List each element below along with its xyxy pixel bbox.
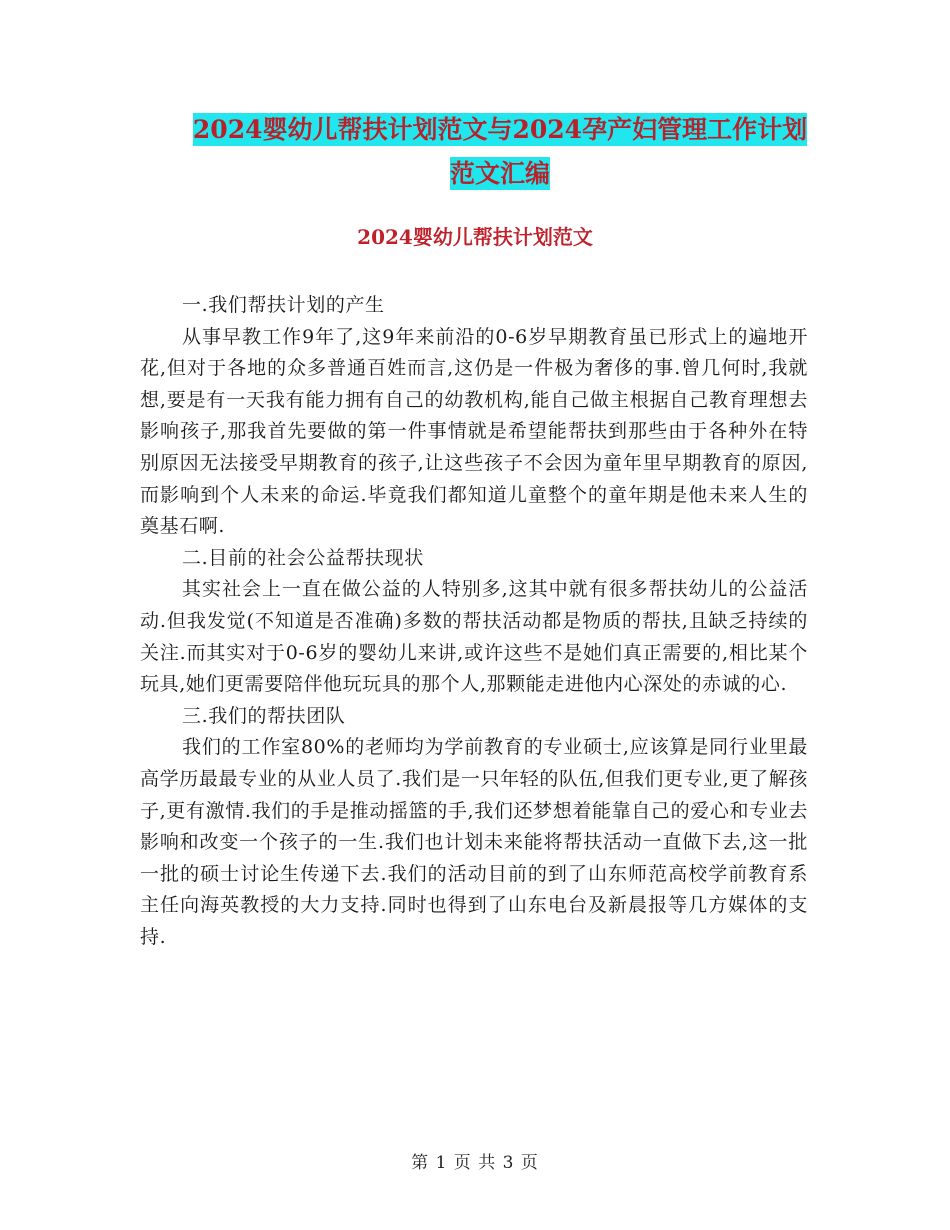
heading-1: 一.我们帮扶计划的产生 <box>182 294 385 316</box>
heading-3: 三.我们的帮扶团队 <box>182 704 346 727</box>
title-line-2: 范文汇编 <box>449 159 550 188</box>
document-title <box>140 108 860 196</box>
heading-2: 二.目前的社会公益帮扶现状 <box>182 546 424 569</box>
document-body <box>140 290 808 953</box>
title-line-1: 2024婴幼儿帮扶计划范文与2024孕产妇管理工作计划 <box>192 115 808 144</box>
page-footer: 第 1 页 共 3 页 <box>411 1153 539 1173</box>
paragraph-2: 其实社会上一直在做公益的人特别多,这其中就有很多帮扶幼儿的公益活动.但我发觉(不知道是否准确)多数的帮扶活动都是物质的帮扶,且缺乏持续的关注.而其实对于0-6岁的婴幼儿来讲,或许这些不是她们真正需要的,相比某个玩具,她们更需要陪伴他玩玩具的那个人,那颗能走进他内心深处的赤诚的心. <box>140 578 808 696</box>
paragraph-1: 从事早教工作9年了,这9年来前沿的0-6岁早期教育虽已形式上的遍地开花,但对于各地的众多普通百姓而言,这仍是一件极为奢侈的事.曾几何时,我就想,要是有一天我有能力拥有自己的幼教机构,能自己做主根据自己教育理想去影响孩子,那我首先要做的第一件事情就是希望能帮扶到那些由于各种外在特别原因无法接受早期教育的孩子,让这些孩子不会因为童年里早期教育的原因,而影响到个人未来的命运.毕竟我们都知道儿童整个的童年期是他未来人生的奠基石啊. <box>140 325 808 538</box>
section-title: 2024婴幼儿帮扶计划范文 <box>357 225 593 249</box>
paragraph-3: 我们的工作室80%的老师均为学前教育的专业硕士,应该算是同行业里最高学历最最专业的从业人员了.我们是一只年轻的队伍,但我们更专业,更了解孩子,更有激情.我们的手是推动摇篮的手,我们还梦想着能靠自己的爱心和专业去影响和改变一个孩子的一生.我们也计划未来能将帮扶活动一直做下去,这一批一批的硕士讨论生传递下去.我们的活动目前的到了山东师范高校学前教育系主任向海英教授的大力支持.同时也得到了山东电台及新晨报等几方媒体的支持. <box>140 736 808 948</box>
